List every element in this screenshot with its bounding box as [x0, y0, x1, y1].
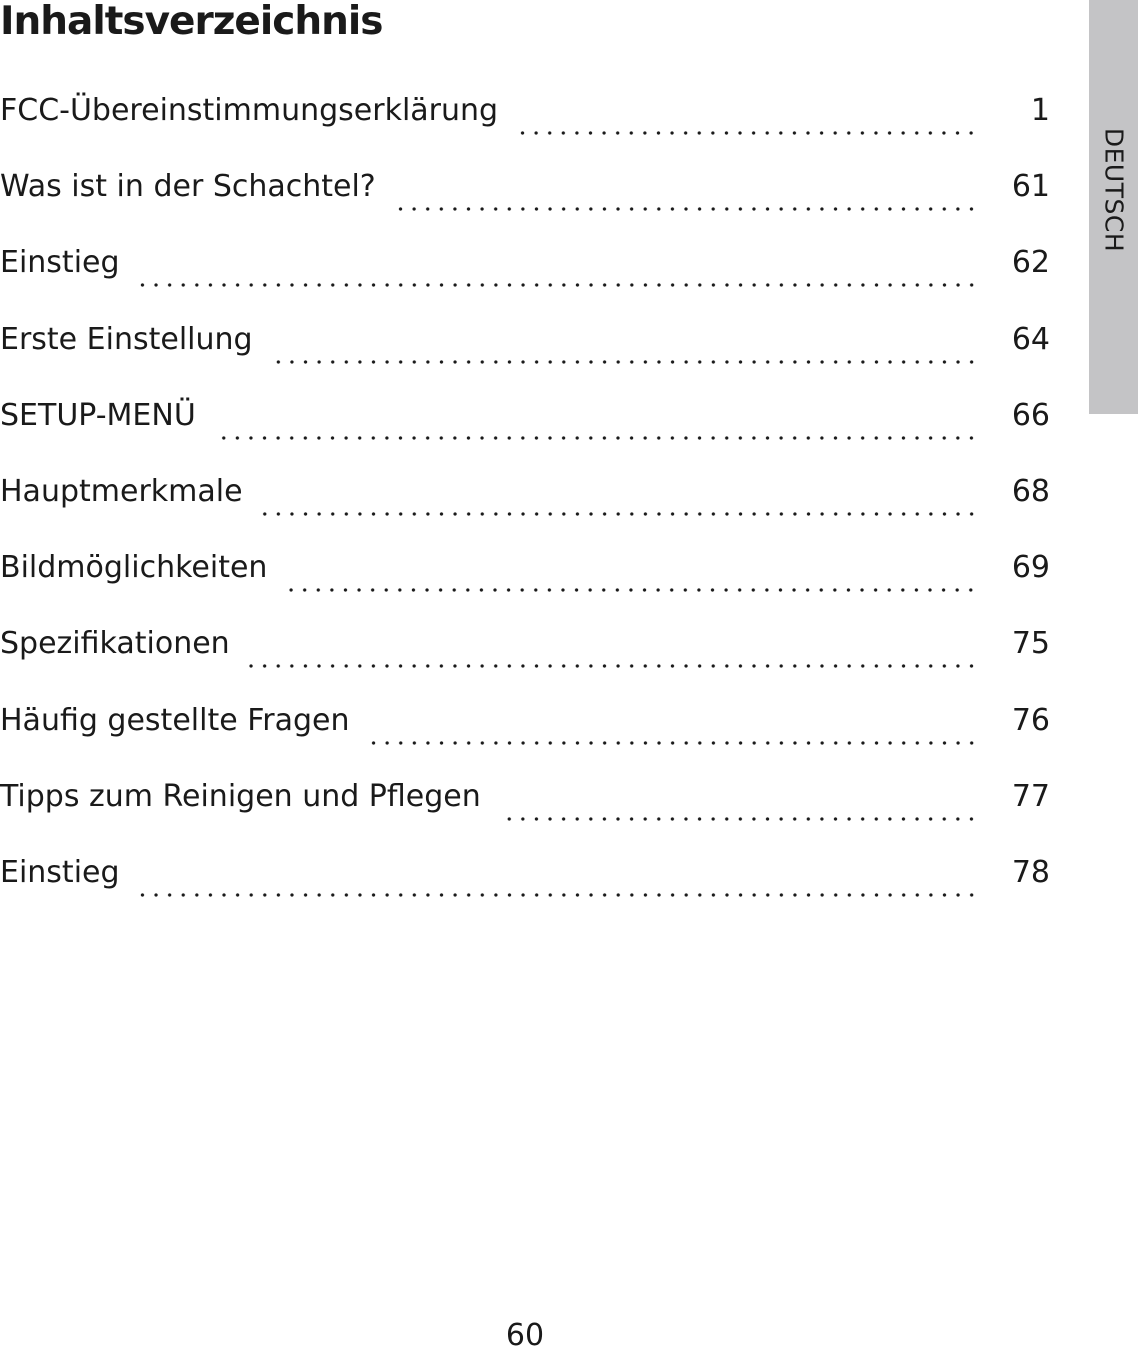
toc-entry — [0, 550, 1050, 626]
toc-dot-leader — [499, 816, 978, 822]
toc-entry — [0, 322, 1050, 398]
toc-dot-leader — [138, 892, 978, 898]
toc-dot-leader — [271, 359, 978, 365]
toc-entry-label: Erste Einstellung — [0, 321, 253, 357]
toc-entry — [0, 703, 1050, 779]
toc-entry-page: 76 — [1011, 702, 1050, 738]
toc-entry-page: 66 — [1011, 397, 1050, 433]
table-of-contents — [0, 93, 1050, 931]
toc-entry — [0, 398, 1050, 474]
toc-entry-label: SETUP-MENÜ — [0, 397, 196, 433]
toc-dot-leader — [138, 282, 978, 288]
toc-dot-leader — [285, 587, 978, 593]
page-title: Inhaltsverzeichnis — [0, 0, 383, 44]
toc-dot-leader — [214, 435, 978, 441]
toc-dot-leader — [368, 740, 978, 746]
toc-entry-page: 62 — [1011, 245, 1050, 281]
toc-entry — [0, 626, 1050, 702]
toc-dot-leader — [516, 130, 978, 136]
toc-entry — [0, 169, 1050, 245]
page-number: 60 — [505, 1318, 545, 1353]
toc-entry-label: FCC-Übereinstimmungserklärung — [0, 93, 499, 128]
toc-entry-label: Häufig gestellte Fragen — [0, 702, 350, 738]
toc-dot-leader — [248, 663, 978, 669]
toc-entry-page: 1 — [1030, 93, 1050, 128]
toc-dot-leader — [261, 511, 978, 517]
toc-entry-label: Was ist in der Schachtel? — [0, 169, 376, 205]
toc-entry-page: 61 — [1011, 169, 1050, 205]
toc-entry-label: Einstieg — [0, 245, 120, 281]
toc-entry-label: Hauptmerkmale — [0, 473, 243, 509]
toc-entry — [0, 245, 1050, 321]
toc-entry — [0, 474, 1050, 550]
toc-entry-page: 69 — [1011, 550, 1050, 586]
toc-entry-label: Tipps zum Reinigen und Pflegen — [0, 778, 481, 814]
toc-entry-page: 75 — [1011, 626, 1050, 662]
toc-entry-label: Spezifikationen — [0, 626, 230, 662]
toc-entry — [0, 855, 1050, 931]
toc-dot-leader — [394, 206, 978, 212]
toc-entry-page: 78 — [1011, 854, 1050, 890]
toc-entry-page: 68 — [1011, 473, 1050, 509]
language-side-tab — [1089, 0, 1138, 414]
toc-entry-page: 77 — [1011, 778, 1050, 814]
toc-entry-label: Bildmöglichkeiten — [0, 550, 268, 586]
language-side-tab-label: DEUTSCH — [1099, 127, 1128, 253]
toc-entry-label: Einstieg — [0, 854, 120, 890]
toc-entry — [0, 93, 1050, 169]
toc-entry-page: 64 — [1011, 321, 1050, 357]
toc-entry — [0, 779, 1050, 855]
